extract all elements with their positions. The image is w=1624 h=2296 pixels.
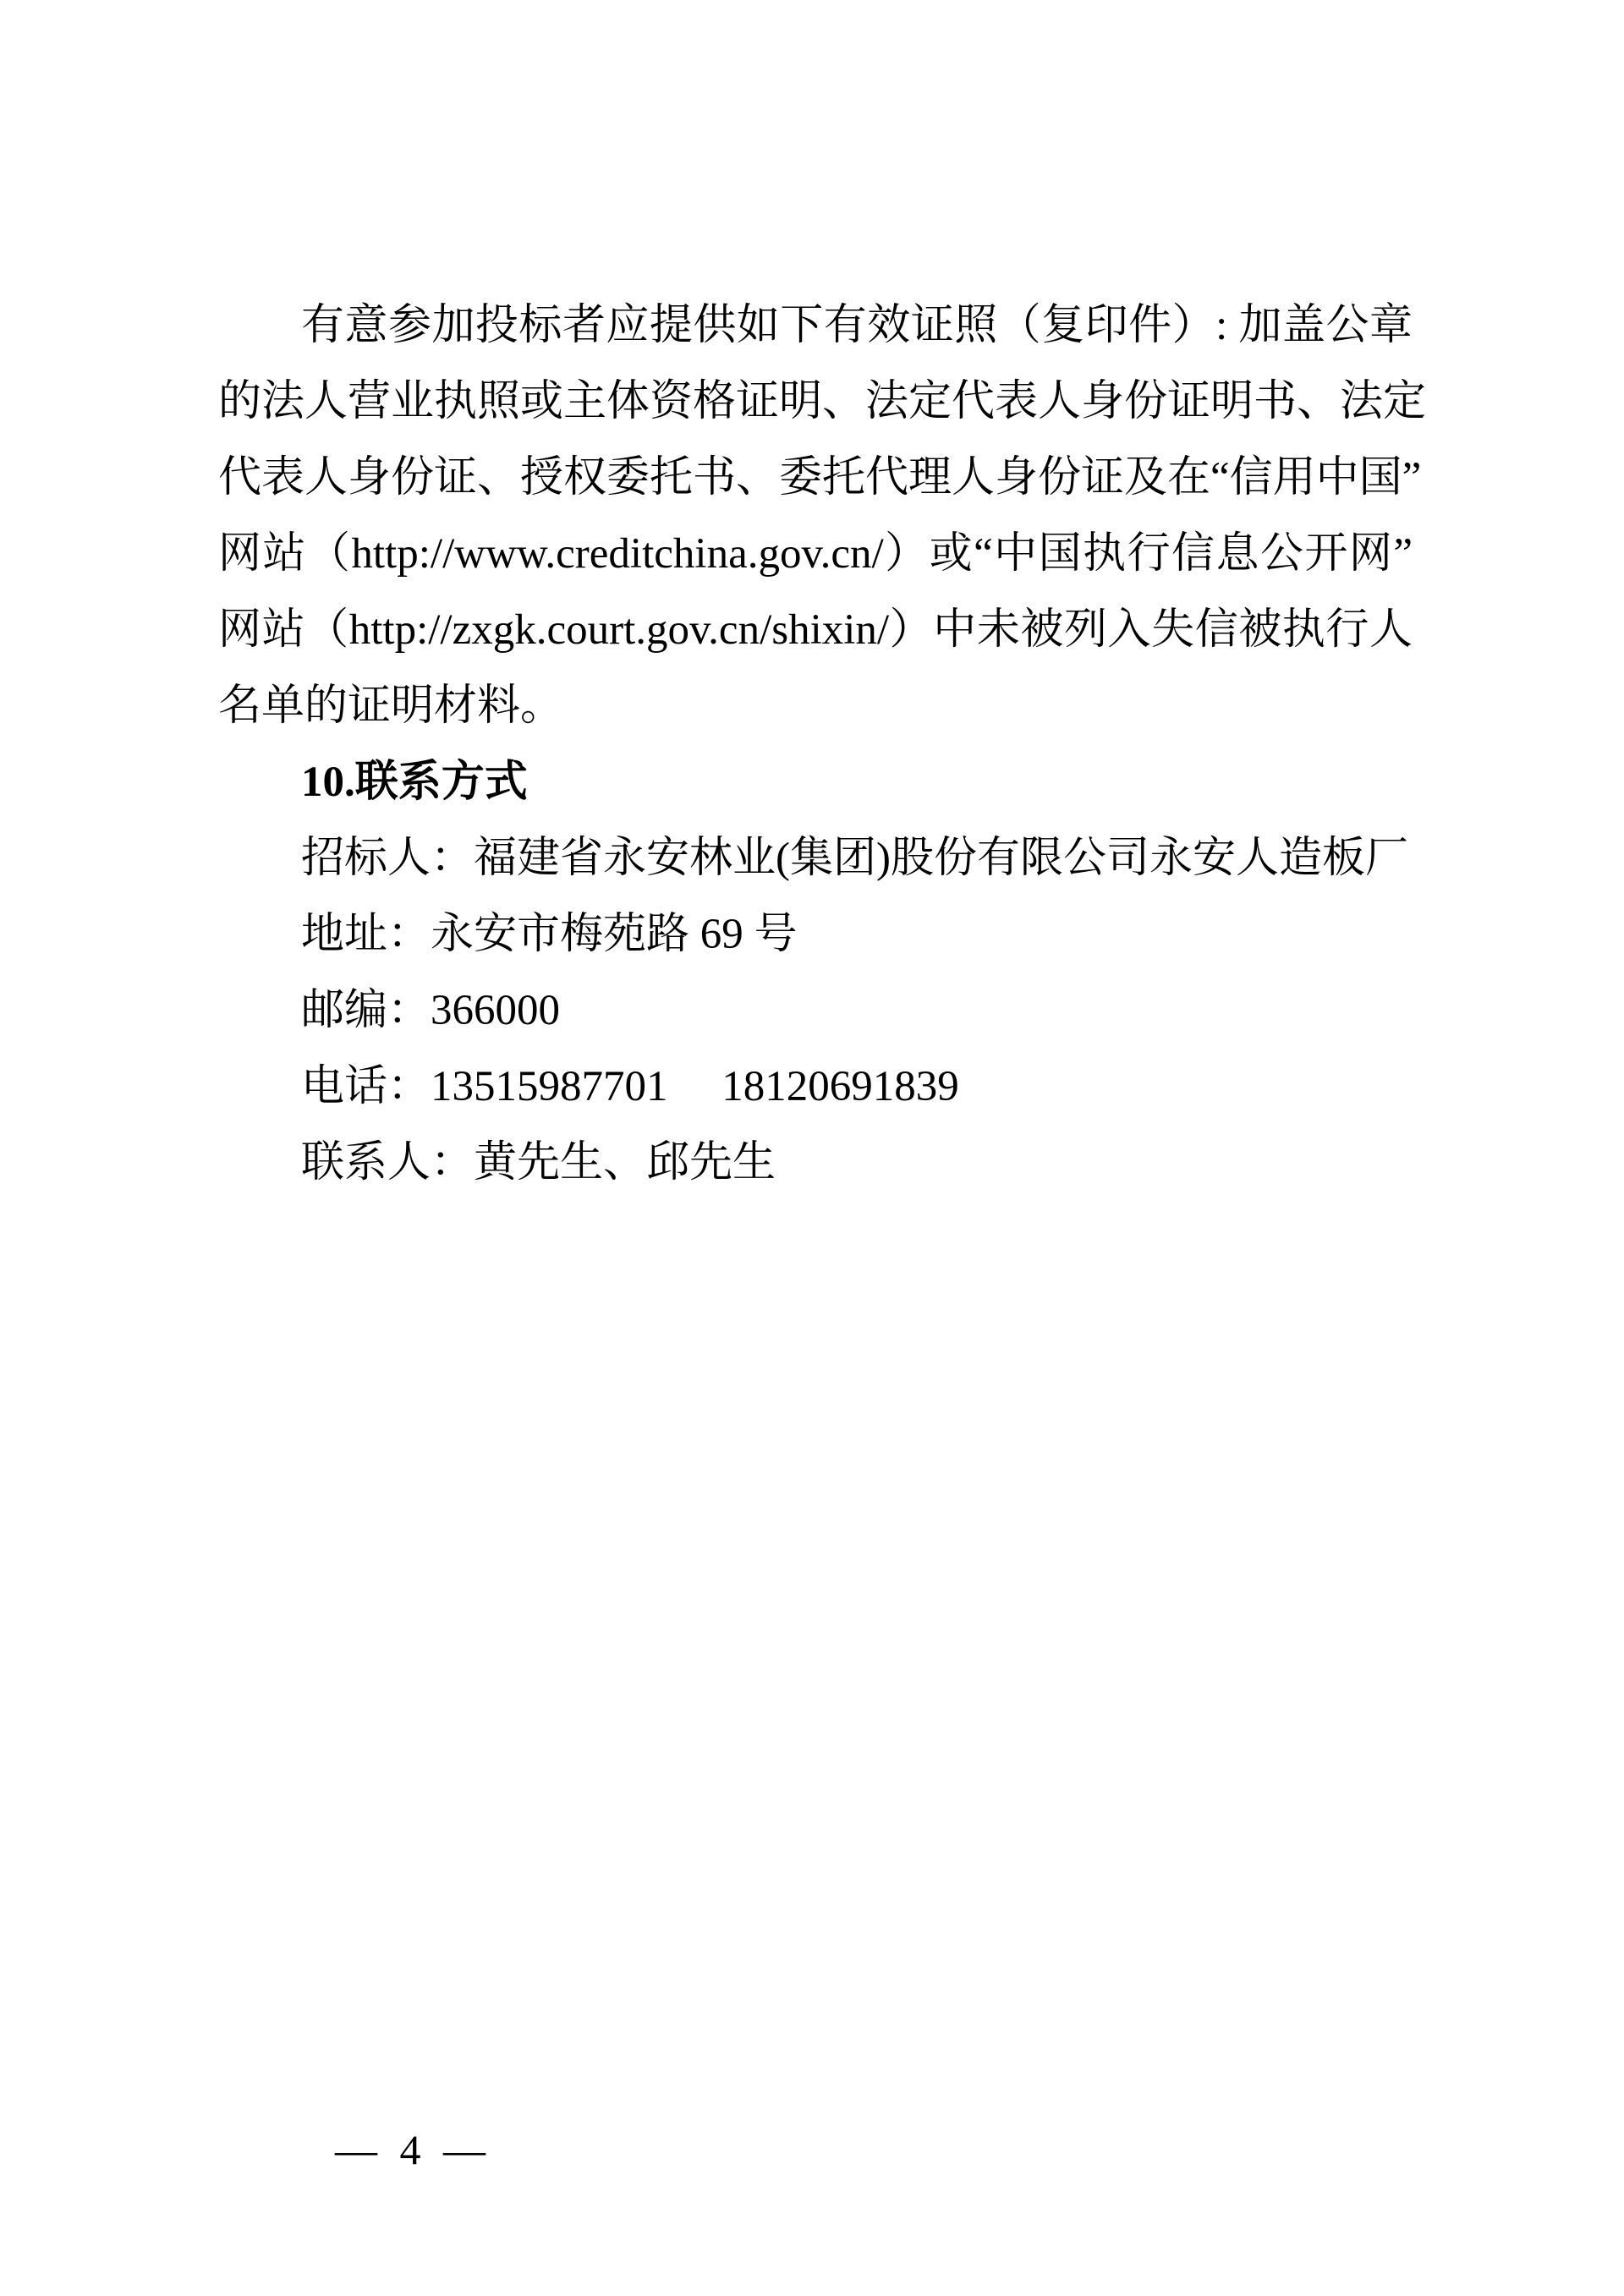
contact-info [218, 820, 1413, 1201]
paragraph-line-url-creditchina: 网站（http://www.creditchina.gov.cn/）或“中国执行信息公开网” [218, 530, 1413, 578]
contact-line-person: 联系人：黄先生、邱先生 [301, 1139, 776, 1186]
contact-line-tenderer: 招标人：福建省永安林业(集团)股份有限公司永安人造板厂 [301, 835, 1408, 882]
contact-line-postcode: 邮编：366000 [301, 987, 561, 1034]
document-content [218, 288, 1427, 1201]
page-number: — 4 — [335, 2126, 486, 2173]
contact-line-address: 地址：永安市梅苑路 69 号 [301, 911, 798, 958]
paragraph-line: 的法人营业执照或主体资格证明、法定代表人身份证明书、法定 [218, 378, 1427, 425]
paragraph-line: 名单的证明材料。 [218, 682, 564, 730]
section-heading-contact: 10.联系方式 [301, 759, 528, 806]
contact-line-phone: 电话：13515987701 18120691839 [301, 1063, 959, 1110]
paragraph-line: 代表人身份证、授权委托书、委托代理人身份证及在“信用中国” [218, 454, 1422, 501]
notice-paragraph [218, 288, 1427, 744]
paragraph-line-url-zxgk: 网站（http://zxgk.court.gov.cn/shixin/）中未被列入失信被执行人 [218, 606, 1413, 654]
paragraph-line: 有意参加投标者应提供如下有效证照（复印件）: 加盖公章 [301, 302, 1413, 349]
page-footer [245, 2074, 486, 2226]
